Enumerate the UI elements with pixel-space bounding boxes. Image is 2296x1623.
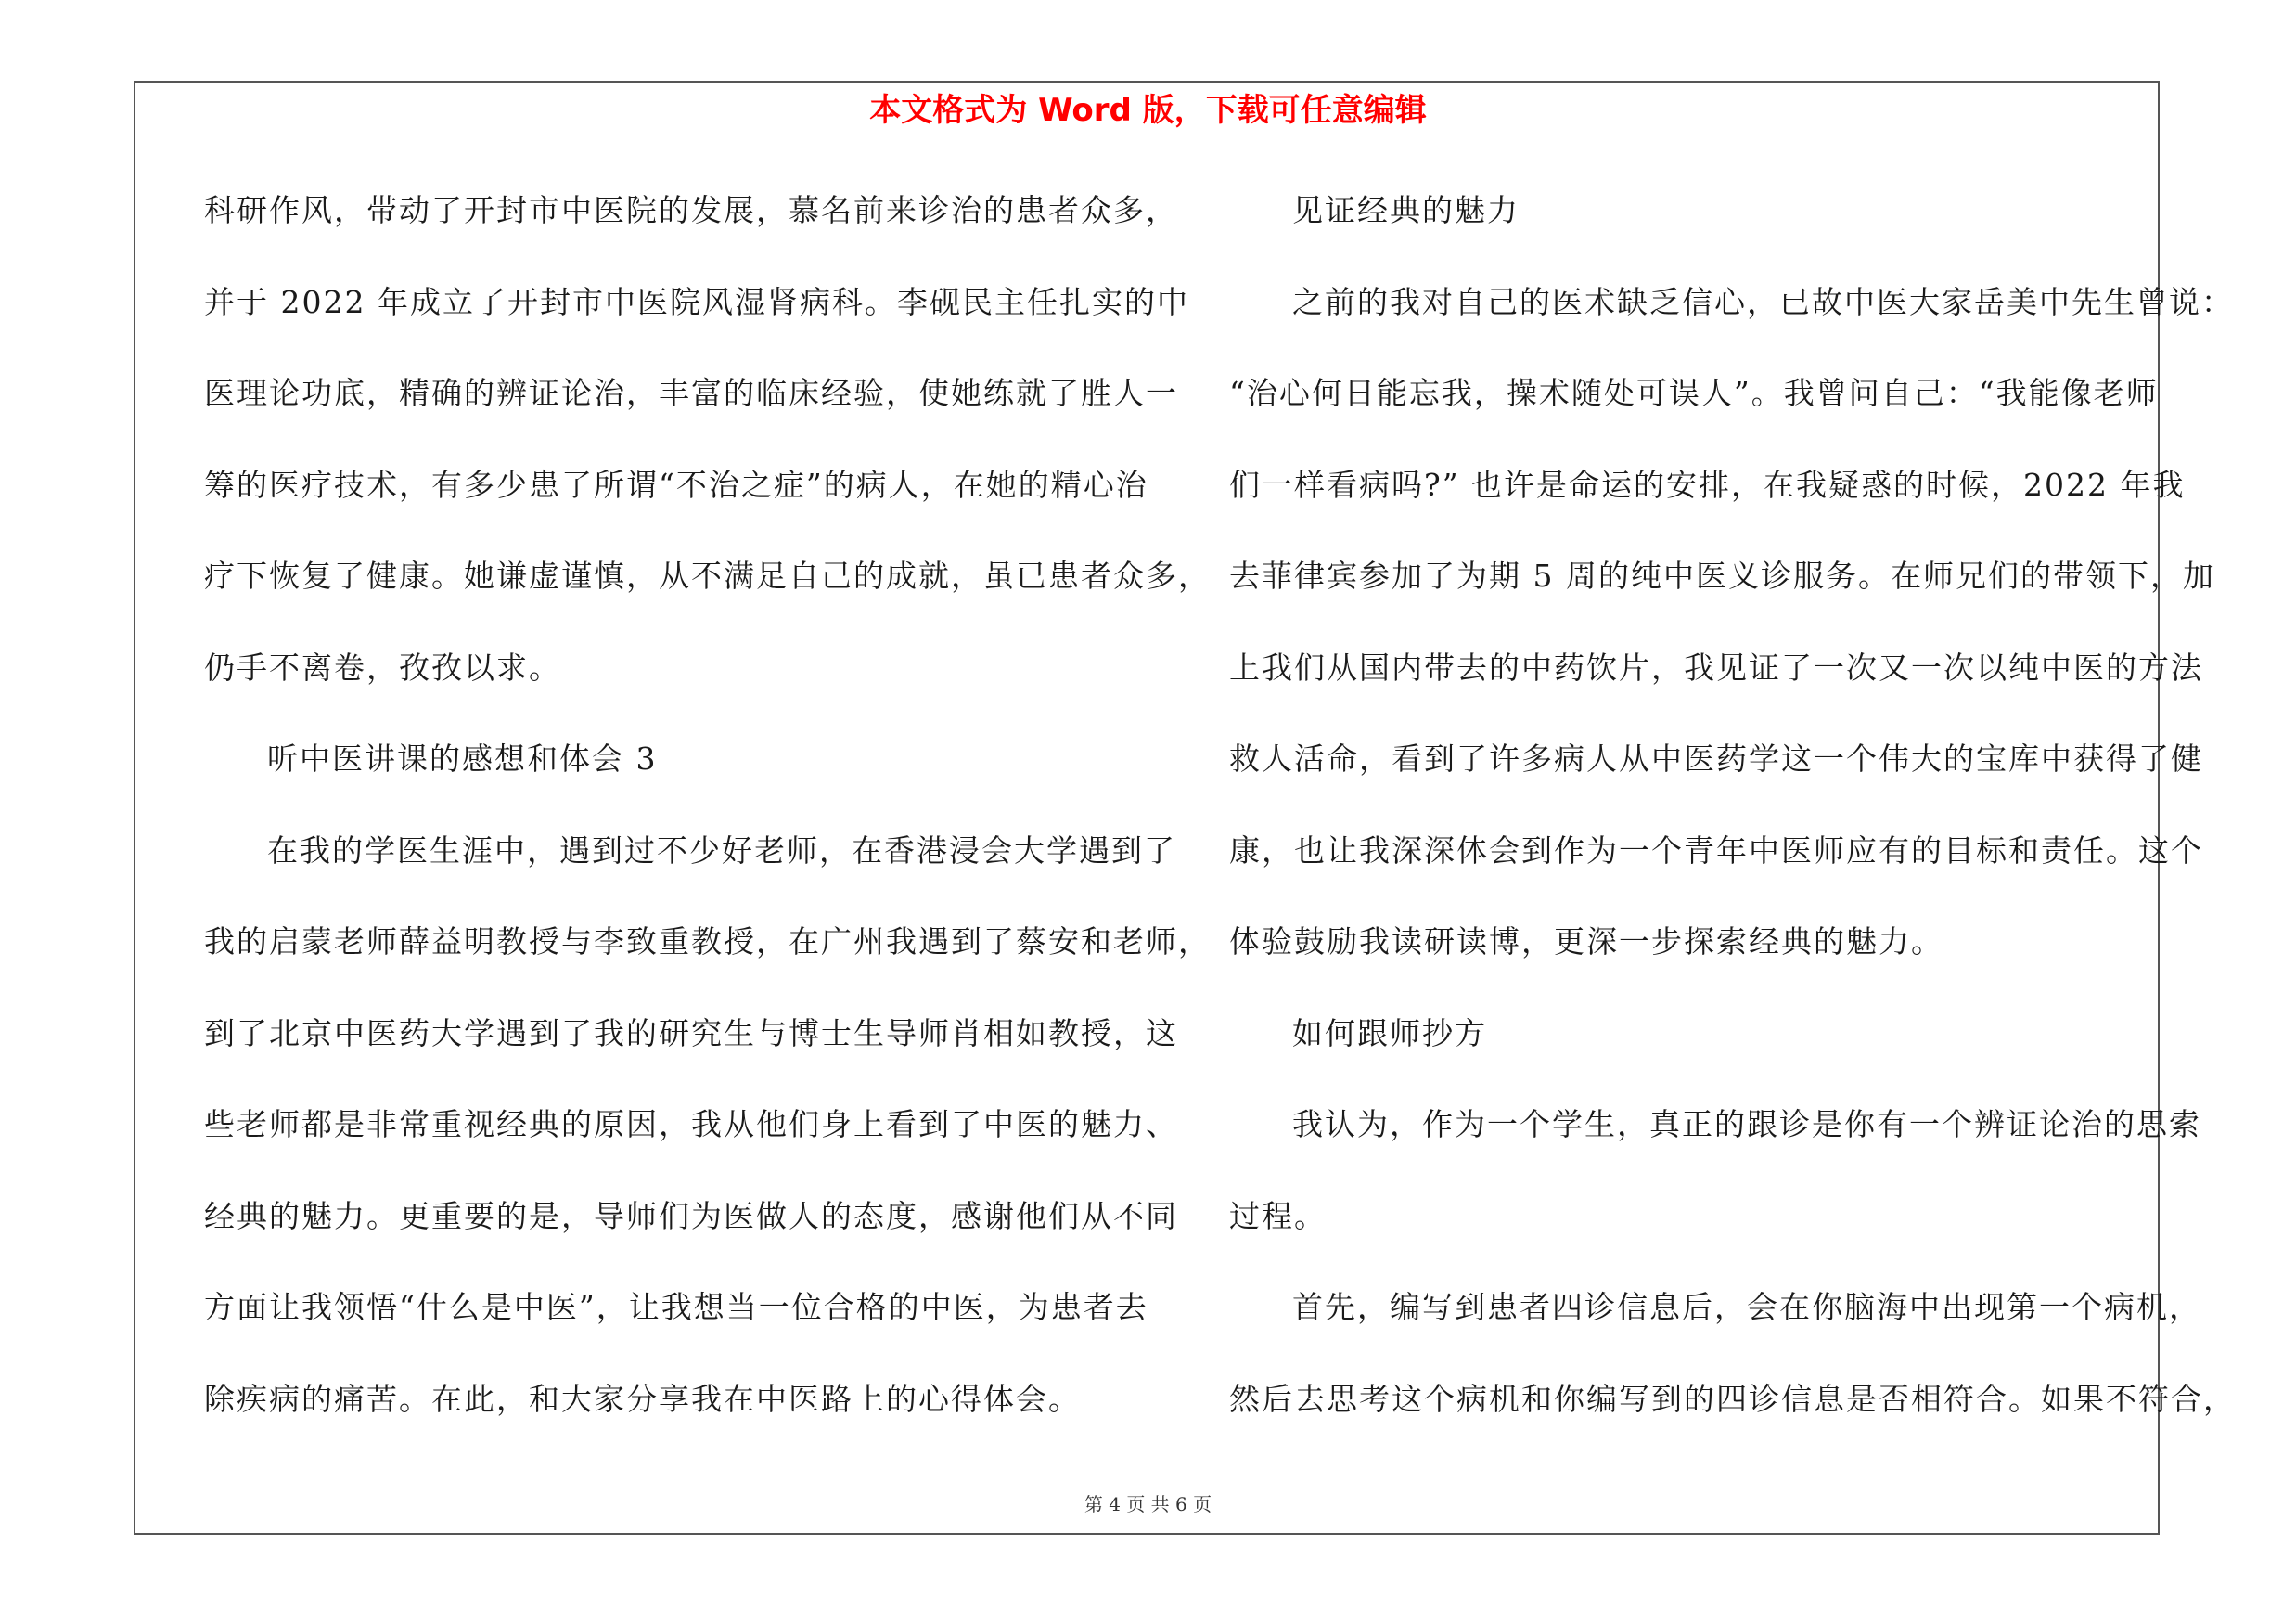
text-line: 上我们从国内带去的中药饮片，我见证了一次又一次以纯中医的方法 (1229, 649, 2203, 686)
text-line: 疗下恢复了健康。她谦虚谨慎，从不满足自己的成就，虽已患者众多， (204, 558, 1211, 594)
format-banner: 本文格式为 Word 版，下载可任意编辑 (869, 92, 1427, 129)
text-line: 方面让我领悟“什么是中医”，让我想当一位合格的中医，为患者去 (204, 1289, 1148, 1325)
text-line: 过程。 (1229, 1197, 1327, 1234)
text-line: 去菲律宾参加了为期 5 周的纯中医义诊服务。在师兄们的带领下，加 (1229, 558, 2215, 594)
text-line: 些老师都是非常重视经典的原因，我从他们身上看到了中医的魅力、 (204, 1106, 1178, 1142)
text-line: 首先，编写到患者四诊信息后，会在你脑海中出现第一个病机， (1292, 1289, 2201, 1325)
text-line: 我的启蒙老师薛益明教授与李致重教授，在广州我遇到了蔡安和老师， (204, 923, 1211, 960)
text-line: 筹的医疗技术，有多少患了所谓“不治之症”的病人，在她的精心治 (204, 466, 1148, 503)
text-line: 如何跟师抄方 (1292, 1014, 1487, 1051)
text-line: 到了北京中医药大学遇到了我的研究生与博士生导师肖相如教授，这 (204, 1014, 1178, 1051)
text-line: 之前的我对自己的医术缺乏信心，已故中医大家岳美中先生曾说： (1292, 283, 2234, 320)
page-number: 第 4 页 共 6 页 (1084, 1493, 1212, 1515)
text-line: 救人活命，看到了许多病人从中医药学这一个伟大的宝库中获得了健 (1229, 741, 2203, 777)
left-column (204, 186, 1211, 1465)
text-line: 除疾病的痛苦。在此，和大家分享我在中医路上的心得体会。 (204, 1380, 1081, 1417)
text-line: 在我的学医生涯中，遇到过不少好老师，在香港浸会大学遇到了 (267, 831, 1176, 869)
right-column (1229, 186, 2236, 1465)
text-line: 医理论功底，精确的辨证论治，丰富的临床经验，使她练就了胜人一 (204, 375, 1178, 411)
text-line: 我认为，作为一个学生，真正的跟诊是你有一个辨证论治的思索 (1292, 1106, 2201, 1142)
text-line: “治心何日能忘我，操术随处可误人”。我曾问自己：“我能像老师 (1229, 375, 2159, 411)
text-line: 们一样看病吗?” 也许是命运的安排，在我疑惑的时候，2022 年我 (1229, 466, 2186, 503)
text-line: 经典的魅力。更重要的是，导师们为医做人的态度，感谢他们从不同 (204, 1197, 1178, 1234)
text-line: 见证经典的魅力 (1292, 192, 1520, 228)
text-line: 并于 2022 年成立了开封市中医院风湿肾病科。李砚民主任扎实的中 (204, 283, 1189, 320)
text-line: 然后去思考这个病机和你编写到的四诊信息是否相符合。如果不符合， (1229, 1380, 2236, 1417)
text-line: 康，也让我深深体会到作为一个青年中医师应有的目标和责任。这个 (1229, 831, 2203, 869)
text-line: 科研作风，带动了开封市中医院的发展，慕名前来诊治的患者众多， (204, 192, 1178, 228)
text-line: 仍手不离卷，孜孜以求。 (204, 649, 561, 686)
text-line: 体验鼓励我读研读博，更深一步探索经典的魅力。 (1229, 923, 1943, 960)
text-line: 听中医讲课的感想和体会 3 (267, 741, 658, 777)
